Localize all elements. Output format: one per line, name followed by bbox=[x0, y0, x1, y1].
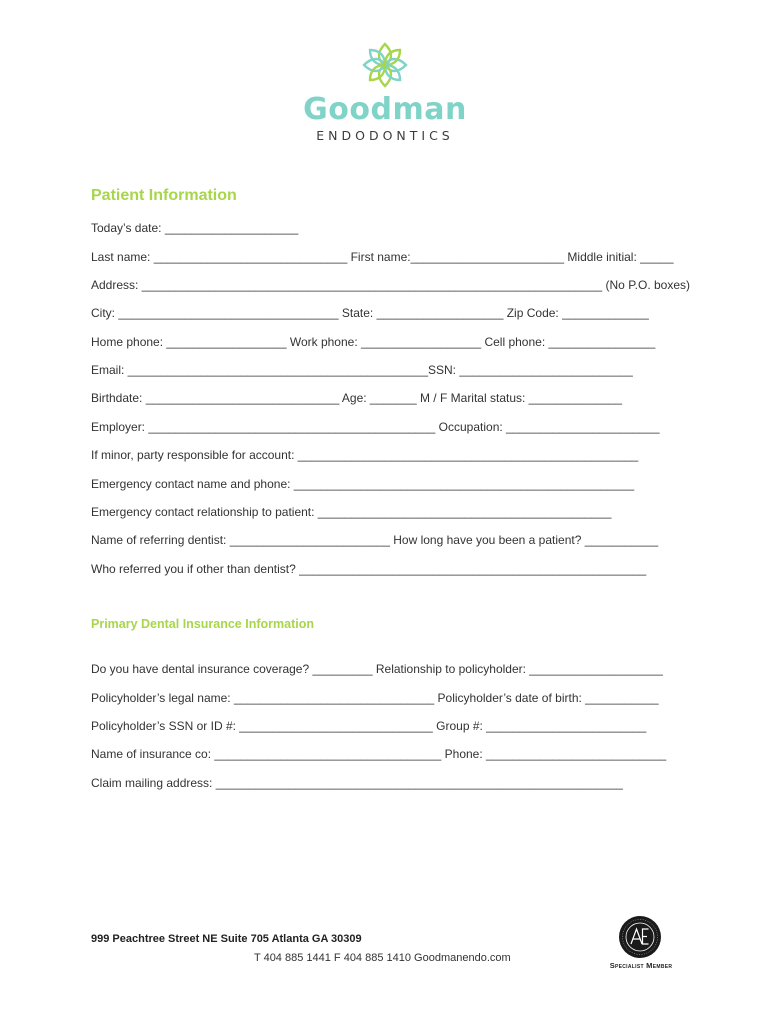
flower-knot-icon bbox=[360, 40, 410, 90]
field-city-state-zip[interactable]: City: _________________________________ State: ___________________ Zip Code: _____________ bbox=[91, 306, 649, 320]
field-policyholder-name[interactable]: Policyholder’s legal name: ______________________________ Policyholder’s date of birth: ___________ bbox=[91, 691, 659, 705]
field-todays-date[interactable]: Today’s date: ____________________ bbox=[91, 221, 299, 235]
brand-name: Goodman bbox=[303, 92, 467, 127]
field-insurance-company[interactable]: Name of insurance co: __________________________________ Phone: ___________________________ bbox=[91, 747, 667, 761]
field-policyholder-ssn[interactable]: Policyholder’s SSN or ID #: _____________________________ Group #: ________________________ bbox=[91, 719, 647, 733]
logo bbox=[300, 40, 470, 143]
field-referred-by[interactable]: Who referred you if other than dentist? ____________________________________________________ bbox=[91, 562, 647, 576]
field-emergency-relationship[interactable]: Emergency contact relationship to patient: ____________________________________________ bbox=[91, 505, 612, 519]
seal-label: Specialist Member bbox=[609, 961, 673, 970]
aae-seal-icon bbox=[618, 915, 662, 959]
footer-contact: T 404 885 1441 F 404 885 1410 Goodmanendo.com bbox=[254, 952, 511, 964]
field-name[interactable]: Last name: _____________________________ First name:_______________________ Middle initial: _____ bbox=[91, 250, 674, 264]
field-insurance-coverage[interactable]: Do you have dental insurance coverage? _________ Relationship to policyholder: ____________________ bbox=[91, 662, 663, 676]
field-birthdate-age[interactable]: Birthdate: _____________________________ Age: _______ M / F Marital status: ______________ bbox=[91, 391, 623, 405]
field-claim-address[interactable]: Claim mailing address: _____________________________________________________________ bbox=[91, 776, 623, 790]
brand-subtitle: ENDODONTICS bbox=[316, 128, 454, 143]
field-phones[interactable]: Home phone: __________________ Work phone: __________________ Cell phone: ________________ bbox=[91, 335, 656, 349]
insurance-section-title: Primary Dental Insurance Information bbox=[91, 617, 314, 631]
field-employer[interactable]: Employer: ___________________________________________ Occupation: _______________________ bbox=[91, 420, 660, 434]
field-emergency-contact[interactable]: Emergency contact name and phone: ___________________________________________________ bbox=[91, 477, 635, 491]
field-address[interactable]: Address: _____________________________________________________________________ (No P.O. boxes) bbox=[91, 278, 690, 292]
patient-section-title: Patient Information bbox=[91, 187, 237, 204]
field-responsible-party[interactable]: If minor, party responsible for account: ___________________________________________________ bbox=[91, 448, 639, 462]
field-referring-dentist[interactable]: Name of referring dentist: ________________________ How long have you been a patient? ___________ bbox=[91, 533, 659, 547]
footer-address: 999 Peachtree Street NE Suite 705 Atlanta GA 30309 bbox=[91, 933, 362, 945]
field-email-ssn[interactable]: Email: _____________________________________________SSN: __________________________ bbox=[91, 363, 633, 377]
